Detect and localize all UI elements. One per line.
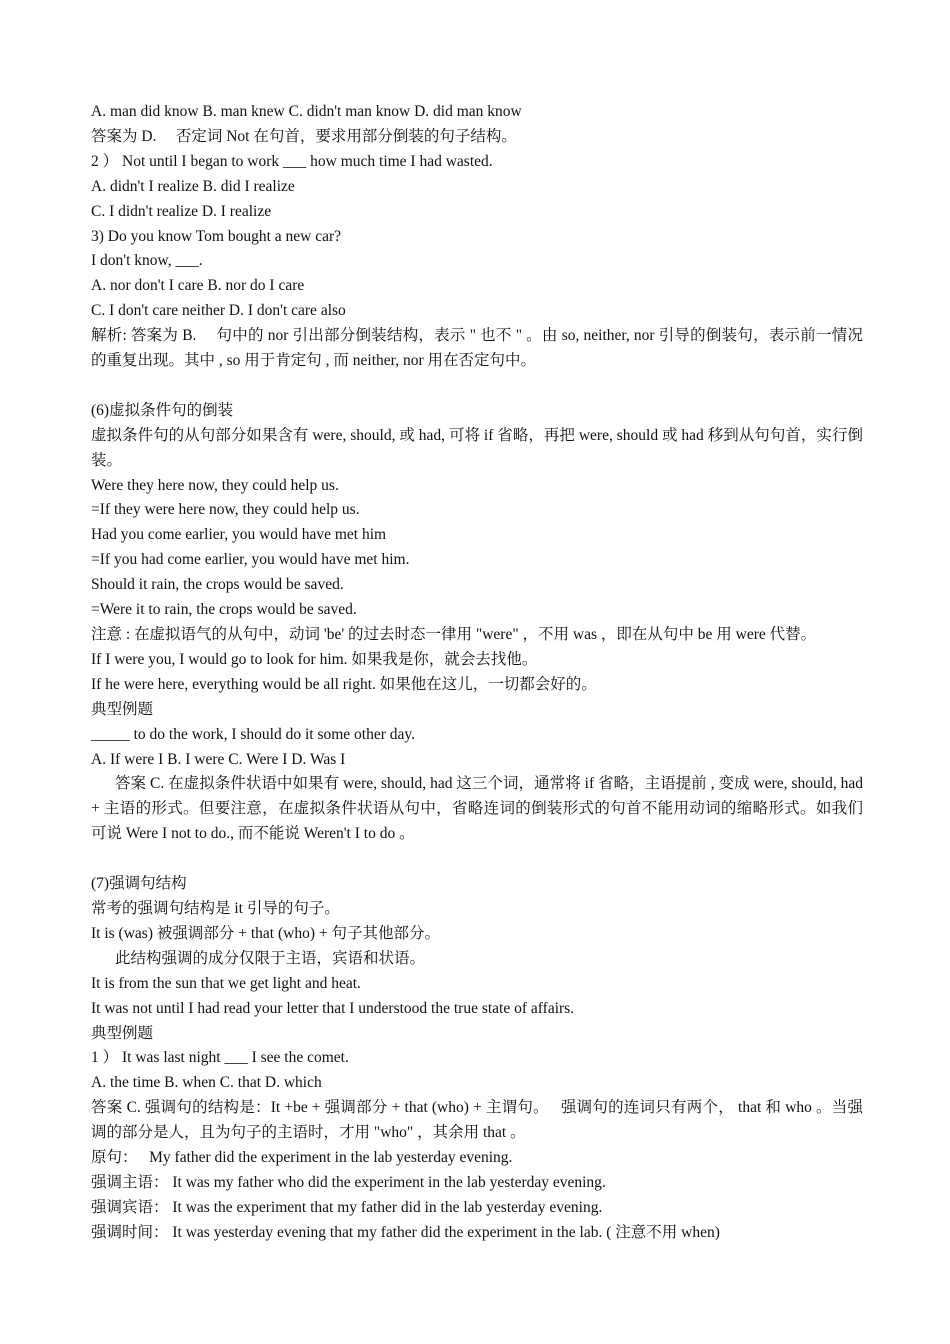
text-line: C. I didn't realize D. I realize <box>91 202 272 220</box>
subheading: 典型例题 <box>91 1024 154 1042</box>
text-line: A. nor don't I care B. nor do I care <box>91 277 305 295</box>
text-line: It is (was) 被强调部分 + that (who) + 句子其他部分。 <box>91 924 440 942</box>
text-line: 答案为 D. 否定词 Not 在句首，要求用部分倒装的句子结构。 <box>91 127 517 145</box>
text-line: _____ to do the work, I should do it some other day. <box>91 725 416 743</box>
text-line: 注意 : 在虚拟语气的从句中，动词 'be' 的过去时态一律用 "were" ，不用 was ，即在从句中 be 用 were 代替。 <box>91 626 817 644</box>
text-line: 3) Do you know Tom bought a new car? <box>91 227 342 245</box>
text-line: Had you come earlier, you would have met him <box>91 526 387 544</box>
blank-line <box>91 847 863 872</box>
text-line: A. didn't I realize B. did I realize <box>91 177 295 195</box>
text-line: Were they here now, they could help us. <box>91 476 339 494</box>
text-paragraph: 解析: 答案为 B. 句中的 nor 引出部分倒装结构，表示 " 也不 " 。由 so, neither, nor 引导的倒装句，表示前一情况的重复出现。其中 , so 用于肯定句 , 而 neither, nor 用在否定句中。 <box>91 327 863 370</box>
text-paragraph: 答案 C. 在虚拟条件状语中如果有 were, should, had 这三个词，通常将 if 省略，主语提前 , 变成 were, should, had + 主语的形式。但要注意，在虚拟条件状语从句中，省略连词的倒装形式的句首不能用动词的缩略形式。如我们可说 Were I not to do., 而不能说 Weren't I to do 。 <box>91 775 863 843</box>
section-heading: (7)强调句结构 <box>91 875 187 893</box>
text-line: A. If were I B. I were C. Were I D. Was I <box>91 750 346 768</box>
text-line: If I were you, I would go to look for him. 如果我是你，就会去找他。 <box>91 650 538 668</box>
text-line: =Were it to rain, the crops would be saved. <box>91 601 357 619</box>
text-line: If he were here, everything would be all right. 如果他在这儿，一切都会好的。 <box>91 675 597 693</box>
text-paragraph: 答案 C. 强调句的结构是：It +be + 强调部分 + that (who) + 主谓句。 强调句的连词只有两个， that 和 who 。当强调的部分是人，且为句子的主语时，才用 "who" ，其余用 that 。 <box>91 1099 863 1142</box>
text-line: 2 ） Not until I began to work ___ how much time I had wasted. <box>91 152 493 170</box>
text-paragraph: 虚拟条件句的从句部分如果含有 were, should, 或 had, 可将 if 省略，再把 were, should 或 had 移到从句句首，实行倒装。 <box>91 426 863 469</box>
text-line: 原句： My father did the experiment in the lab yesterday evening. <box>91 1149 513 1167</box>
text-line: 强调主语： It was my father who did the experiment in the lab yesterday evening. <box>91 1173 606 1191</box>
subheading: 典型例题 <box>91 700 154 718</box>
text-line: I don't know, ___. <box>91 252 203 270</box>
text-line: 此结构强调的成分仅限于主语，宾语和状语。 <box>115 949 426 967</box>
text-line: 强调宾语： It was the experiment that my father did in the lab yesterday evening. <box>91 1198 603 1216</box>
text-line: =If they were here now, they could help us. <box>91 501 360 519</box>
text-line: 1 ） It was last night ___ I see the comet. <box>91 1049 349 1067</box>
blank-line <box>91 374 863 399</box>
text-line: A. the time B. when C. that D. which <box>91 1074 322 1092</box>
text-line: It is from the sun that we get light and heat. <box>91 974 361 992</box>
section-heading: (6)虚拟条件句的倒装 <box>91 401 234 419</box>
text-line: C. I don't care neither D. I don't care also <box>91 302 346 320</box>
text-line: =If you had come earlier, you would have met him. <box>91 551 410 569</box>
text-line: A. man did know B. man knew C. didn't man know D. did man know <box>91 103 522 120</box>
text-line: 常考的强调句结构是 it 引导的句子。 <box>91 899 340 917</box>
text-line: 强调时间： It was yesterday evening that my father did the experiment in the lab. ( 注意不用 when) <box>91 1223 720 1241</box>
document-page <box>91 100 863 1246</box>
text-line: Should it rain, the crops would be saved. <box>91 576 344 594</box>
text-line: It was not until I had read your letter that I understood the true state of affairs. <box>91 999 575 1017</box>
